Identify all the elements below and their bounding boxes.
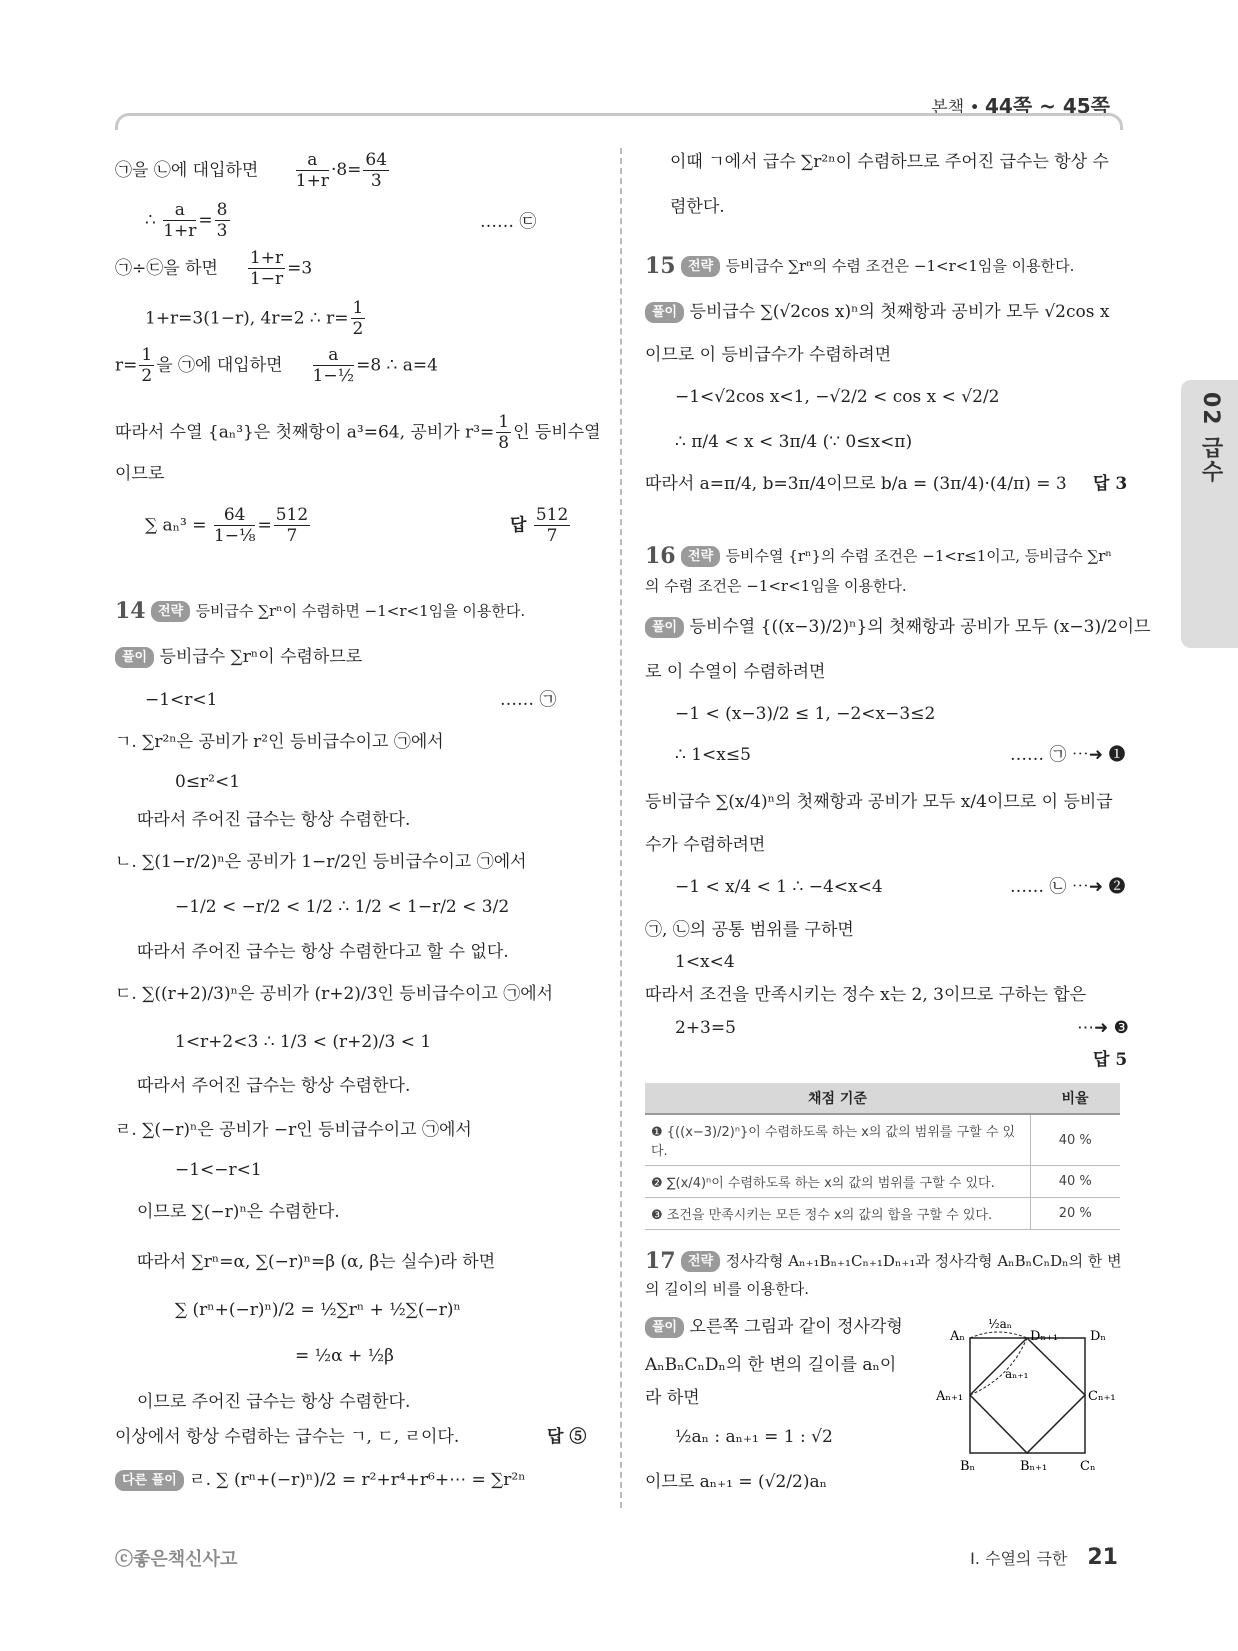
- text: 이므로 주어진 급수는 항상 수렴한다.: [137, 1392, 411, 1412]
- q15-header: [645, 250, 1074, 283]
- text: 라 하면: [645, 1388, 700, 1408]
- text: 이므로: [115, 464, 165, 484]
- fraction: $\frac{64}{\text{1−⅛}}$: [213, 505, 256, 547]
- text: ∑ (rⁿ+(−r)ⁿ)/2 = ½∑rⁿ + ½∑(−r)ⁿ: [175, 1300, 461, 1320]
- text: ㄴ. ∑(1−r/2)ⁿ은 공비가 1−r/2인 등비급수이고 ㉠에서: [115, 852, 527, 872]
- label-half: ½aₙ: [988, 1318, 1012, 1331]
- text: ∴ π/4 < x < 3π/4 (∵ 0≤x<π): [675, 432, 913, 452]
- text: ·8=: [330, 160, 362, 181]
- label-Cn: Cₙ: [1080, 1459, 1096, 1474]
- header-dot: •: [969, 98, 980, 118]
- table-cell: 40 %: [1030, 1166, 1120, 1198]
- text: −1<−r<1: [175, 1160, 262, 1180]
- line: [115, 1468, 526, 1494]
- text: −1/2 < −r/2 < 1/2 ∴ 1/2 < 1−r/2 < 3/2: [175, 897, 510, 917]
- label-an1: aₙ₊₁: [1005, 1367, 1029, 1381]
- text: 1+r=3(1−r), 4r=2 ∴ r=: [145, 308, 349, 329]
- q17-header: [645, 1245, 1122, 1278]
- table-row: [645, 1166, 1120, 1198]
- text: 의 수렴 조건은 −1<r<1임을 이용한다.: [645, 577, 907, 595]
- text: 따라서 주어진 급수는 항상 수렴한다.: [137, 1076, 411, 1096]
- solution-tag: 풀이: [115, 647, 154, 669]
- text: ㄷ. ∑((r+2)/3)ⁿ은 공비가 (r+2)/3인 등비급수이고 ㉠에서: [115, 984, 554, 1004]
- tag: …… ㉠ ⋯➜ ❶: [1010, 745, 1126, 765]
- fraction: $\frac{512}{7}$: [275, 505, 309, 547]
- answer: 답 3: [1093, 474, 1128, 494]
- text: AₙBₙCₙDₙ의 한 변의 길이를 aₙ이: [645, 1355, 897, 1375]
- text: 등비급수 ∑rⁿ의 수렴 조건은 −1<r<1임을 이용한다.: [725, 257, 1075, 275]
- text: ㉠, ㉡의 공통 범위를 구하면: [645, 920, 854, 940]
- strategy-tag: 전략: [151, 601, 190, 623]
- text: ㄹ. ∑(−r)ⁿ은 공비가 −r인 등비급수이고 ㉠에서: [115, 1120, 472, 1140]
- text: 0≤r²<1: [175, 772, 241, 792]
- label-An1: Aₙ₊₁: [936, 1389, 964, 1404]
- text: 등비수열 {((x−3)/2)ⁿ}의 첫째항과 공비가 모두 (x−3)/2이므: [689, 617, 1151, 637]
- text: 등비수열 {rⁿ}의 수렴 조건은 −1<r≤1이고, 등비급수 ∑rⁿ: [725, 547, 1112, 565]
- text: 2+3=5: [675, 1018, 736, 1038]
- text: 답: [510, 515, 527, 536]
- column-divider: [620, 148, 622, 1508]
- fraction: $\frac{1}{2}$: [141, 345, 153, 387]
- text: 따라서 주어진 급수는 항상 수렴한다고 할 수 없다.: [137, 942, 509, 962]
- label-Bn: Bₙ: [960, 1459, 976, 1474]
- solution-tag: 풀이: [645, 617, 684, 639]
- text: ㄹ. ∑ (rⁿ+(−r)ⁿ)/2 = r²+r⁴+r⁶+⋯ = ∑r²ⁿ: [189, 1470, 526, 1490]
- text: ㄱ. ∑r²ⁿ은 공비가 r²인 등비급수이고 ㉠에서: [115, 732, 444, 752]
- table-header: 채점 기준: [645, 1083, 1030, 1114]
- text: 이상에서 항상 수렴하는 급수는 ㄱ, ㄷ, ㄹ이다.: [115, 1427, 460, 1447]
- table-cell: ❶ {((x−3)/2)ⁿ}이 수렴하도록 하는 x의 값의 범위를 구할 수 있다.: [645, 1114, 1030, 1166]
- text: −1 < (x−3)/2 ≤ 1, −2<x−3≤2: [675, 704, 936, 724]
- text: ∑ aₙ³ =: [145, 515, 212, 536]
- text: 인 등비수열: [513, 422, 601, 443]
- text: 이므로 aₙ₊₁ = (√2/2)aₙ: [645, 1472, 827, 1492]
- label-An: Aₙ: [950, 1329, 966, 1344]
- answer: 답 5: [1093, 1050, 1128, 1070]
- header-rule: [115, 113, 1123, 130]
- table-row: [645, 1114, 1120, 1166]
- text: 1<x<4: [675, 952, 735, 972]
- solution-tag: 풀이: [645, 1317, 684, 1339]
- question-number: 17: [645, 1248, 676, 1274]
- line: ∑ aₙ³ = $\frac{64}{\text{1−⅛}}$ = $\frac{512}{7}$: [145, 505, 309, 547]
- line: [115, 150, 391, 192]
- text: −1<r<1: [145, 690, 218, 710]
- text: 따라서 ∑rⁿ=α, ∑(−r)ⁿ=β (α, β는 실수)라 하면: [137, 1252, 496, 1272]
- question-number: 14: [115, 598, 146, 624]
- line: [645, 1315, 903, 1341]
- label-Cn1: Cₙ₊₁: [1088, 1389, 1116, 1404]
- q14-header: [115, 595, 525, 628]
- text: 오른쪽 그림과 같이 정사각형: [689, 1317, 903, 1337]
- text: 등비급수 ∑rⁿ이 수렴하므로: [159, 647, 363, 667]
- text: ∴ 1<x≤5: [675, 745, 751, 765]
- text: 따라서 주어진 급수는 항상 수렴한다.: [137, 810, 411, 830]
- table-cell: 20 %: [1030, 1198, 1120, 1230]
- line: [645, 615, 1150, 641]
- fraction: $\frac{512}{7}$: [535, 505, 569, 547]
- line: [145, 298, 367, 340]
- side-tab-label: 02 급수: [1198, 392, 1223, 485]
- publisher-logo: ⓒ좋은책신사고: [115, 1549, 238, 1570]
- eq: [294, 150, 391, 192]
- text: 수가 수렴하려면: [645, 835, 766, 855]
- text: 이므로 ∑(−r)ⁿ은 수렴한다.: [137, 1202, 340, 1222]
- text: −1<√2cos x<1, −√2/2 < cos x < √2/2: [675, 387, 1000, 407]
- table-cell: 40 %: [1030, 1114, 1120, 1166]
- line: ∴ $\frac{a}{1+r}$ = $\frac{8}{3}$: [145, 200, 228, 242]
- tag: …… ㉡ ⋯➜ ❷: [1010, 877, 1126, 897]
- fraction: $\frac{a}{\text{1−½}}$: [312, 345, 355, 387]
- strategy-tag: 전략: [681, 546, 720, 568]
- text: ½aₙ : aₙ₊₁ = 1 : √2: [675, 1427, 833, 1447]
- text: ㉠÷㉢을 하면: [115, 258, 218, 279]
- text: 등비급수 ∑(x/4)ⁿ의 첫째항과 공비가 모두 x/4이므로 이 등비급: [645, 792, 1113, 812]
- scoring-table: [645, 1083, 1120, 1230]
- chapter-side-tab: [1181, 380, 1238, 648]
- table-cell: ❸ 조건을 만족시키는 모든 정수 x의 값의 합을 구할 수 있다.: [645, 1198, 1030, 1230]
- header-pages: 44쪽 ~ 45쪽: [985, 94, 1110, 118]
- alt-solution-tag: 다른 풀이: [115, 1470, 184, 1492]
- fraction: $\frac{1}{8}$: [498, 412, 510, 454]
- text: 따라서 a=π/4, b=3π/4이므로 b/a = (3π/4)·(4/π) = 3: [645, 474, 1067, 494]
- question-number: 15: [645, 253, 676, 279]
- text: −1 < x/4 < 1 ∴ −4<x<4: [675, 877, 883, 897]
- line: [115, 645, 362, 671]
- answer: 답 ⑤: [547, 1427, 587, 1447]
- text: =8 ∴ a=4: [356, 355, 438, 376]
- text: 1<r+2<3 ∴ 1/3 < (r+2)/3 < 1: [175, 1032, 432, 1052]
- label-Bn1: Bₙ₊₁: [1020, 1459, 1048, 1474]
- strategy-tag: 전략: [681, 256, 720, 278]
- answer: [510, 505, 572, 547]
- tag: ⋯➜ ❸: [1077, 1018, 1129, 1038]
- page-number: 21: [1087, 1545, 1118, 1570]
- line: [115, 412, 601, 454]
- text: 이때 ㄱ에서 급수 ∑r²ⁿ이 수렴하므로 주어진 급수는 항상 수: [670, 152, 1109, 172]
- text: 등비급수 ∑(√2cos x)ⁿ의 첫째항과 공비가 모두 √2cos x: [689, 302, 1110, 322]
- text: = ½α + ½β: [295, 1346, 394, 1366]
- line: ㉠÷㉢을 하면 $\frac{1+r}{1-r}$ =3: [115, 248, 313, 290]
- text: 따라서 조건을 만족시키는 정수 x는 2, 3이므로 구하는 합은: [645, 985, 1087, 1005]
- text: 로 이 수열이 수렴하려면: [645, 662, 826, 682]
- table-cell: ❷ ∑(x/4)ⁿ이 수렴하도록 하는 x의 값의 범위를 구할 수 있다.: [645, 1166, 1030, 1198]
- solution-tag: 풀이: [645, 302, 684, 324]
- table-header: 비율: [1030, 1083, 1120, 1114]
- chapter-title: Ⅰ. 수열의 극한: [970, 1549, 1068, 1568]
- fraction: $\frac{8}{3}$: [216, 200, 228, 242]
- footer-right: [970, 1545, 1118, 1570]
- text: 의 길이의 비를 이용한다.: [645, 1280, 809, 1298]
- tag: …… ㉠: [500, 690, 557, 710]
- question-number: 16: [645, 543, 676, 569]
- fraction: $\frac{1+r}{1-r}$: [249, 248, 284, 290]
- text: 등비급수 ∑rⁿ이 수렴하면 −1<r<1임을 이용한다.: [195, 602, 526, 620]
- strategy-tag: 전략: [681, 1251, 720, 1273]
- fraction: $\frac{1}{2}$: [352, 298, 364, 340]
- fraction: $\frac{a}{1+r}$: [163, 200, 197, 242]
- text: ㉠을 ㉡에 대입하면: [115, 160, 259, 181]
- squares-figure: [930, 1318, 1130, 1498]
- line: r= $\frac{1}{2}$ 을 ㉠에 대입하면 $\frac{a}{\text{1−½}}$ =8 ∴ a=4: [115, 345, 438, 387]
- text: 이므로 이 등비급수가 수렴하려면: [645, 345, 892, 365]
- fraction: $\frac{64}{3}$: [365, 150, 388, 192]
- text: 정사각형 Aₙ₊₁Bₙ₊₁Cₙ₊₁Dₙ₊₁과 정사각형 AₙBₙCₙDₙ의 한 변: [725, 1252, 1122, 1270]
- tag: …… ㉢: [480, 212, 537, 232]
- q16-header: [645, 540, 1112, 573]
- text: 따라서 수열 {aₙ³}은 첫째항이 a³=64, 공비가 r³=: [115, 422, 495, 443]
- label-Dn1: Dₙ₊₁: [1030, 1329, 1059, 1344]
- header-book: 본책: [931, 98, 965, 118]
- text: 을 ㉠에 대입하면: [156, 355, 283, 376]
- label-Dn: Dₙ: [1090, 1329, 1107, 1344]
- fraction: $\frac{a}{1+r}$: [295, 150, 329, 192]
- text: 렴한다.: [670, 197, 725, 217]
- line: [645, 300, 1109, 326]
- table-row: [645, 1198, 1120, 1230]
